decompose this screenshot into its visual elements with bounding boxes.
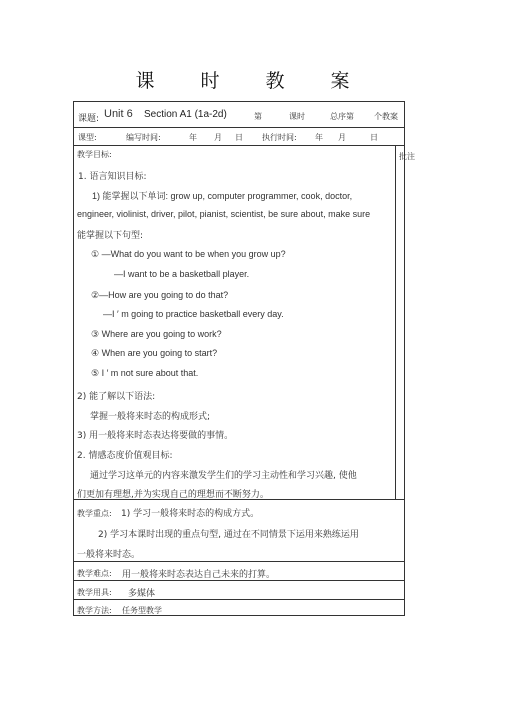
period-suffix: 课时 bbox=[289, 112, 305, 121]
key-point-2-cont: 一般将来时态。 bbox=[77, 550, 141, 560]
sentence-1-question: ① —What do you want to be when you grow up? bbox=[91, 249, 286, 259]
tools-text: 多媒体 bbox=[128, 589, 156, 599]
prep-time-label: 编写时间: bbox=[126, 133, 161, 142]
notes-column-divider bbox=[395, 145, 396, 499]
exec-year: 年 bbox=[315, 133, 323, 142]
goal-grammar: 2) 能了解以下语法: bbox=[77, 392, 156, 402]
row-divider bbox=[74, 599, 404, 600]
goal-emotion-values: 2. 情感态度价值观目标: bbox=[77, 451, 173, 461]
prep-day: 日 bbox=[235, 133, 243, 142]
vocab-line-2: engineer, violinist, driver, pilot, pianist, scientist, be sure about, make sure bbox=[77, 209, 371, 219]
lesson-plan-table bbox=[73, 101, 415, 616]
period-prefix: 第 bbox=[254, 112, 262, 121]
section-name: Section A1 (1a-2d) bbox=[144, 109, 227, 120]
vocab-line-1: 1) 能掌握以下单词: grow up, computer programmer, cook, doctor, bbox=[92, 191, 353, 201]
tools-label: 教学用具: bbox=[77, 588, 112, 597]
exec-day: 日 bbox=[370, 133, 378, 142]
difficulties-label: 教学难点: bbox=[77, 569, 112, 578]
total-order-suffix: 个教案 bbox=[374, 112, 398, 121]
sentence-2-answer: —I ′ m going to practice basketball every day. bbox=[103, 309, 284, 319]
methods-label: 教学方法: bbox=[77, 606, 112, 615]
exec-month: 月 bbox=[338, 133, 346, 142]
notes-label: 批注 bbox=[399, 152, 415, 161]
row-divider bbox=[74, 127, 404, 128]
sentence-4: ④ When are you going to start? bbox=[91, 348, 218, 358]
sentence-3: ③ Where are you going to work? bbox=[91, 329, 222, 339]
key-points-label: 教学重点: bbox=[77, 509, 112, 518]
difficulties-text: 用一般将来时态表达自己未来的打算。 bbox=[122, 570, 276, 580]
row-divider bbox=[74, 580, 404, 581]
prep-month: 月 bbox=[214, 133, 222, 142]
goal-emotion-line-2: 们更加有理想,并为实现自己的理想而不断努力。 bbox=[77, 490, 269, 500]
key-point-2: 2) 学习本课时出现的重点句型, 通过在不同情景下运用来熟练运用 bbox=[98, 530, 359, 540]
sentence-2-question: ②—How are you going to do that? bbox=[91, 290, 229, 300]
prep-year: 年 bbox=[189, 133, 197, 142]
key-point-1: 1) 学习一般将来时态的构成方式。 bbox=[121, 509, 260, 519]
goal-emotion-line-1: 通过学习这单元的内容来激发学生们的学习主动性和学习兴趣, 使他 bbox=[90, 471, 357, 481]
goal-express-future: 3) 用一般将来时态表达将要做的事情。 bbox=[77, 431, 234, 441]
unit-name: Unit 6 bbox=[104, 108, 133, 120]
type-label: 课型: bbox=[78, 133, 97, 142]
sentence-1-answer: —I want to be a basketball player. bbox=[114, 269, 250, 279]
row-divider bbox=[74, 145, 404, 146]
total-order-prefix: 总序第 bbox=[330, 112, 354, 121]
goal-language-knowledge: 1. 语言知识目标: bbox=[78, 172, 147, 182]
row-divider bbox=[74, 561, 404, 562]
methods-text: 任务型教学 bbox=[122, 606, 162, 615]
goals-label: 教学目标: bbox=[77, 150, 112, 159]
goal-grammar-detail: 掌握一般将来时态的构成形式; bbox=[90, 412, 211, 422]
sentence-5: ⑤ I ′ m not sure about that. bbox=[91, 368, 199, 378]
exec-time-label: 执行时间: bbox=[262, 133, 297, 142]
sentence-patterns-intro: 能掌握以下句型: bbox=[77, 231, 144, 241]
topic-label: 课题: bbox=[78, 114, 100, 124]
page-title: 课 时 教 案 bbox=[135, 70, 370, 92]
